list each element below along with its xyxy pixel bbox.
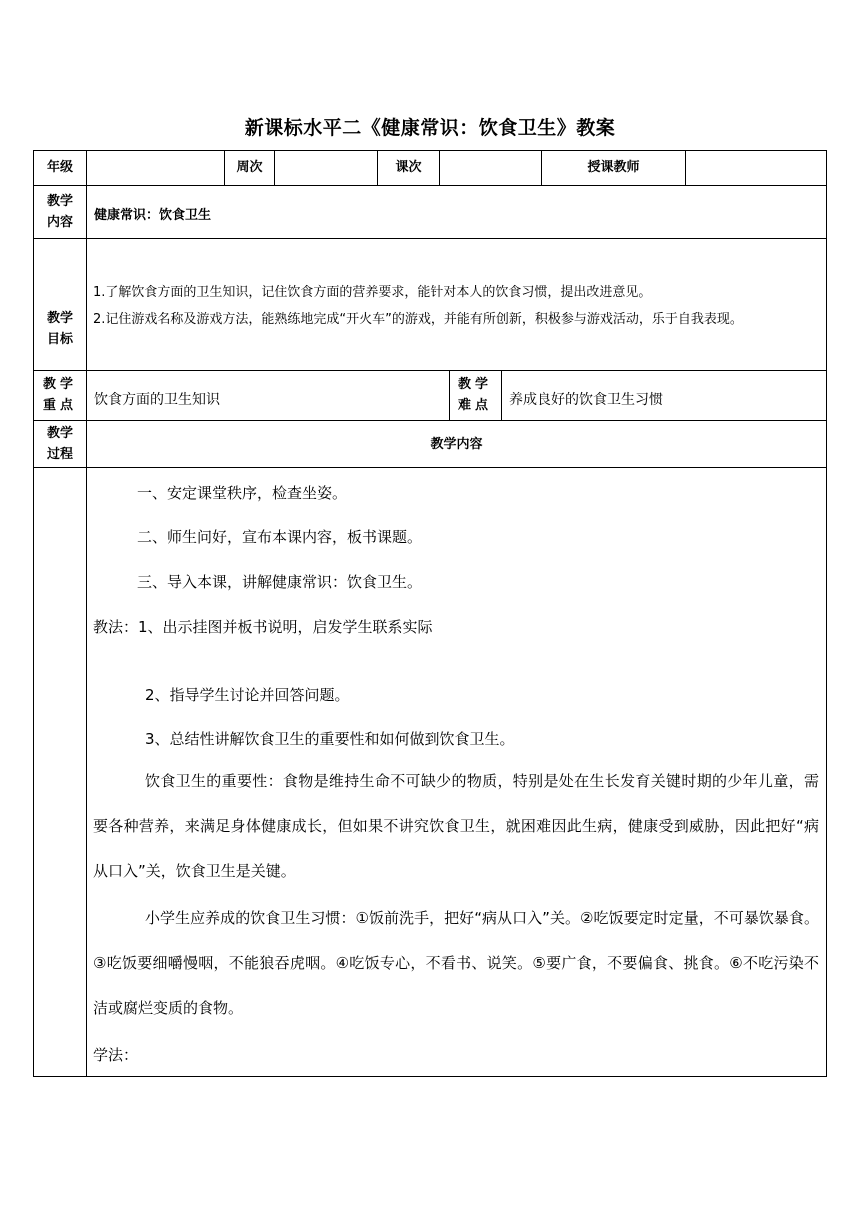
objective-item-2: 2.记住游戏名称及游戏方法，能熟练地完成“开火车”的游戏，并能有所创新，积极参与游戏活动，乐于自我表现。 xyxy=(93,312,743,327)
objectives-label: 教学目标 xyxy=(46,311,73,347)
table-rule xyxy=(439,150,440,185)
lesson-label: 课次 xyxy=(395,160,422,175)
table-rule xyxy=(826,150,827,1077)
table-rule xyxy=(33,150,34,1077)
table-rule xyxy=(33,420,827,421)
study-method: 学法： xyxy=(93,1046,139,1064)
teaching-method-3: 3、总结性讲解饮食卫生的重要性和如何做到饮食卫生。 xyxy=(145,730,515,748)
step-3: 三、导入本课，讲解健康常识：饮食卫生。 xyxy=(137,573,423,591)
content-label: 教学内容 xyxy=(46,194,73,230)
table-rule xyxy=(86,150,87,1077)
table-rule xyxy=(501,370,502,420)
table-rule xyxy=(33,238,827,239)
table-rule xyxy=(274,150,275,185)
table-rule xyxy=(33,185,827,186)
difficulty-value: 养成良好的饮食卫生习惯 xyxy=(509,392,663,408)
process-label: 教学过程 xyxy=(46,426,73,462)
process-header: 教学内容 xyxy=(430,437,483,452)
difficulty-label: 教学难点 xyxy=(457,377,492,413)
teaching-method-2: 2、指导学生讨论并回答问题。 xyxy=(145,686,350,704)
step-1: 一、安定课堂秩序，检查坐姿。 xyxy=(137,484,348,502)
key-point-value: 饮食方面的卫生知识 xyxy=(94,392,220,408)
table-rule xyxy=(449,370,450,420)
habits-paragraph: 小学生应养成的饮食卫生习惯：①饭前洗手，把好“病从口入”关。②吃饭要定时定量，不可暴饮暴食。③吃饭要细嚼慢咽，不能狼吞虎咽。④吃饭专心，不看书、说笑。⑤要广食，不要偏食、挑食。⑥不吃污染不洁或腐烂变质的食物。 xyxy=(93,909,819,1017)
teacher-label: 授课教师 xyxy=(587,160,640,175)
content-value: 健康常识：饮食卫生 xyxy=(94,208,212,223)
objective-item-1: 1.了解饮食方面的卫生知识，记住饮食方面的营养要求，能针对本人的饮食习惯，提出改进意见。 xyxy=(93,285,652,300)
table-rule xyxy=(33,370,827,371)
grade-label: 年级 xyxy=(46,160,73,175)
table-rule xyxy=(33,467,827,468)
document-title: 新课标水平二《健康常识：饮食卫生》教案 xyxy=(244,117,616,139)
step-2: 二、师生问好，宣布本课内容，板书课题。 xyxy=(137,528,423,546)
table-rule xyxy=(685,150,686,185)
table-rule xyxy=(33,150,827,151)
importance-paragraph: 饮食卫生的重要性：食物是维持生命不可缺少的物质，特别是处在生长发育关键时期的少年儿童，需要各种营养，来满足身体健康成长，但如果不讲究饮食卫生，就困难因此生病，健康受到威胁，因此把好“病从口入”关，饮食卫生是关键。 xyxy=(93,772,819,880)
teaching-method: 教法：1、出示挂图并板书说明，启发学生联系实际 xyxy=(93,618,433,636)
key-point-label: 教学重点 xyxy=(42,377,77,413)
table-rule xyxy=(33,1076,827,1077)
week-label: 周次 xyxy=(236,160,263,175)
